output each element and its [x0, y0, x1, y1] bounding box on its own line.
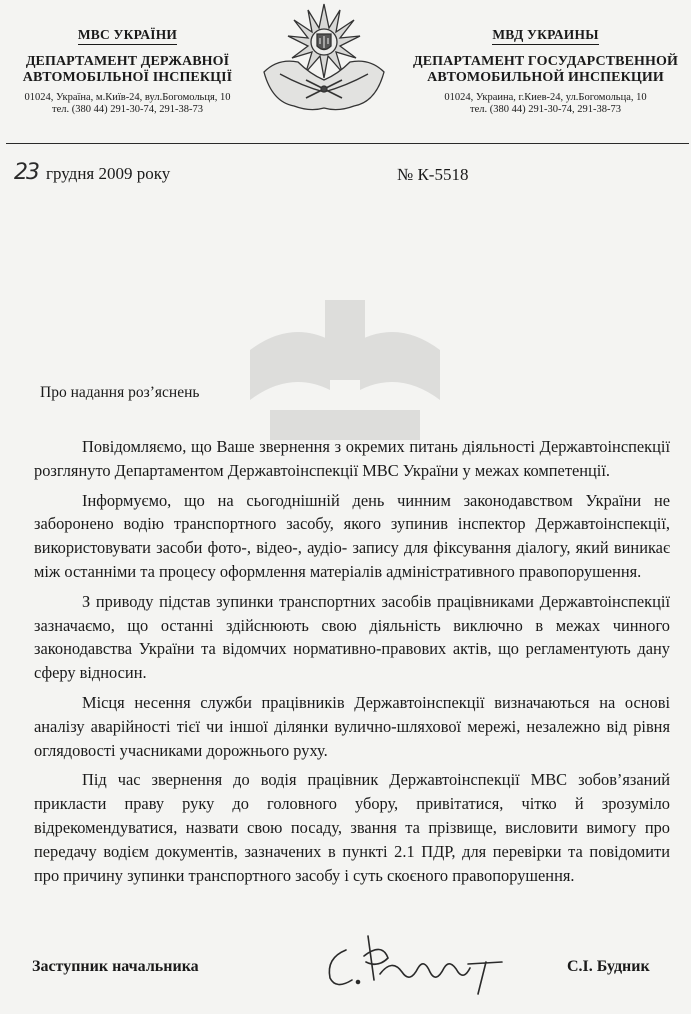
letter-subject: Про надання роз’яснень: [40, 384, 200, 401]
ministry-name-ru: МВД УКРАИНЫ: [492, 27, 598, 45]
letterhead-left: [0, 26, 255, 117]
signatory-name: С.І. Будник: [567, 958, 650, 975]
department-line1-ru: ДЕПАРТАМЕНТ ГОСУДАРСТВЕННОЙ: [413, 53, 678, 69]
body-paragraph: Інформуємо, що на сьогоднішній день чинним законодавством України не заборонено водію транспортного засобу, якого зупинив інспектор Державтоінспекції, використовувати засоби фото-, відео-, аудіо- запису для фіксування діалогу, який виникає між останніми та процесу оформлення матеріалів адміністративного правопорушення.: [34, 490, 670, 581]
body-paragraph: Місця несення служби працівників Державтоінспекції визначаються на основі аналізу аварійності тієї чи іншої ділянки вулично-шляхової мережі, незалежно від рівня оглядовості учасниками дорожнього руху.: [34, 692, 670, 760]
document-number: № К-5518: [397, 165, 469, 184]
address-ru: 01024, Украина, г.Киев-24, ул.Богомольца, 10: [444, 91, 647, 103]
department-line2-ua: АВТОМОБІЛЬНОЇ ІНСПЕКЦІЇ: [22, 69, 233, 85]
body-paragraph: З приводу підстав зупинки транспортних засобів працівниками Державтоінспекції зазначаємо, що останні здійснюють свою діяльність виключно в межах чинного законодавства України та відомчих нормативно-правових актів, що регламентують дану сферу відносин.: [34, 591, 670, 683]
letter-body: [34, 435, 670, 893]
phone-ua: тел. (380 44) 291-30-74, 291-38-73: [52, 104, 203, 116]
header-divider: [6, 143, 689, 144]
letter-date: [14, 160, 170, 185]
department-line1-ua: ДЕПАРТАМЕНТ ДЕРЖАВНОЇ: [25, 53, 230, 69]
ministry-name-ua: МВС УКРАЇНИ: [78, 27, 177, 45]
signatory-title: Заступник начальника: [32, 958, 199, 975]
department-line2-ru: АВТОМОБИЛЬНОЙ ИНСПЕКЦИИ: [427, 69, 664, 85]
body-paragraph: Під час звернення до водія працівник Державтоінспекції МВС зобов’язаний прикласти праву руку до головного убору, привітатися, чітко й зрозуміло відрекомендуватися, назвати свою посаду, звання та прізвище, висловити вимогу про передачу водієм документів, зазначених в пункті 2.1 ПДР, для перевірки та повідомити про причину зупинки транспортного засобу і суть скоєного правопорушення.: [34, 770, 670, 885]
phone-ru: тел. (380 44) 291-30-74, 291-38-73: [470, 104, 621, 116]
emblem-icon: [258, 2, 390, 130]
date-rest: грудня 2009 року: [46, 164, 171, 183]
date-day-handwritten: 23: [14, 160, 38, 185]
body-paragraph: Повідомляємо, що Ваше звернення з окремих питань діяльності Державтоінспекції розглянуто Департаментом Державтоінспекції МВС України у межах компетенції.: [34, 437, 670, 480]
letterhead-right: [400, 26, 691, 117]
handwritten-signature: [318, 928, 518, 1000]
address-ua: 01024, Україна, м.Київ-24, вул.Богомольця, 10: [24, 91, 231, 103]
